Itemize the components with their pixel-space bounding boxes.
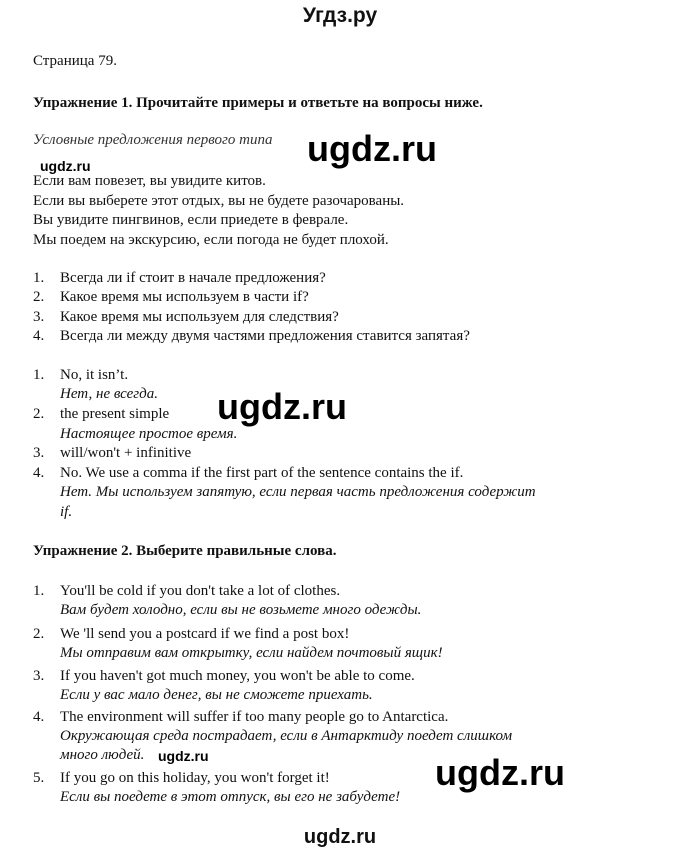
item-number: 2. — [33, 626, 45, 642]
question-number: 4. — [33, 328, 45, 344]
question-text: Какое время мы используем для следствия? — [60, 309, 339, 325]
page-label: Страница 79. — [33, 53, 117, 69]
answer-number: 4. — [33, 465, 45, 481]
watermark: ugdz.ru — [217, 386, 347, 427]
answer-english: No, it isn’t. — [60, 367, 129, 383]
answer-russian: Нет. Мы используем запятую, если первая часть предложения содержит — [60, 484, 536, 500]
item-number: 3. — [33, 668, 45, 684]
item-russian: Если у вас мало денег, вы не сможете приехать. — [60, 687, 373, 703]
watermark-small: ugdz.ru — [158, 748, 209, 764]
answer-russian: Нет, не всегда. — [60, 386, 158, 402]
question-text: Всегда ли между двумя частями предложения ставится запятая? — [60, 328, 470, 344]
example-line: Если вы выберете этот отдых, вы не будете разочарованы. — [33, 193, 405, 209]
answer-russian: Настоящее простое время. — [60, 426, 238, 442]
item-english: The environment will suffer if too many people go to Antarctica. — [60, 709, 449, 725]
item-russian: Окружающая среда пострадает, если в Антарктиду поедет слишком — [60, 728, 513, 744]
question-number: 1. — [33, 270, 45, 286]
item-english: We 'll send you a postcard if we find a post box! — [60, 626, 350, 642]
item-russian: Мы отправим вам открытку, если найдем почтовый ящик! — [60, 645, 443, 661]
example-line: Мы поедем на экскурсию, если погода не будет плохой. — [33, 232, 389, 248]
exercise-2-title: Упражнение 2. Выберите правильные слова. — [33, 543, 337, 559]
answer-russian-continued: if. — [60, 504, 73, 520]
answer-number: 2. — [33, 406, 45, 422]
item-english: You'll be cold if you don't take a lot of clothes. — [60, 583, 341, 599]
answer-english: No. We use a comma if the first part of the sentence contains the if. — [60, 465, 464, 481]
question-number: 2. — [33, 289, 45, 305]
example-line: Если вам повезет, вы увидите китов. — [33, 173, 266, 189]
item-english: If you haven't got much money, you won't be able to come. — [60, 668, 415, 684]
watermark: ugdz.ru — [307, 128, 437, 169]
site-footer[interactable]: ugdz.ru — [303, 826, 377, 848]
exercise-1-subtitle: Условные предложения первого типа — [33, 132, 273, 148]
item-number: 5. — [33, 770, 45, 786]
answer-english: will/won't + infinitive — [60, 445, 192, 461]
item-russian: Вам будет холодно, если вы не возьмете много одежды. — [60, 602, 422, 618]
watermark: ugdz.ru — [435, 752, 565, 793]
question-text: Какое время мы используем в части if? — [60, 289, 309, 305]
question-text: Всегда ли if стоит в начале предложения? — [60, 270, 326, 286]
answer-number: 1. — [33, 367, 45, 383]
item-number: 4. — [33, 709, 45, 725]
example-line: Вы увидите пингвинов, если приедете в феврале. — [33, 212, 349, 228]
site-header[interactable]: Угдз.ру — [302, 4, 378, 27]
item-english: If you go on this holiday, you won't forget it! — [60, 770, 330, 786]
exercise-1-title: Упражнение 1. Прочитайте примеры и ответьте на вопросы ниже. — [33, 95, 483, 111]
item-number: 1. — [33, 583, 45, 599]
watermark-small: ugdz.ru — [40, 158, 91, 174]
question-number: 3. — [33, 309, 45, 325]
answer-number: 3. — [33, 445, 45, 461]
item-russian-continued: много людей. — [60, 747, 145, 763]
item-russian: Если вы поедете в этот отпуск, вы его не забудете! — [60, 789, 401, 805]
answer-english: the present simple — [60, 406, 170, 422]
